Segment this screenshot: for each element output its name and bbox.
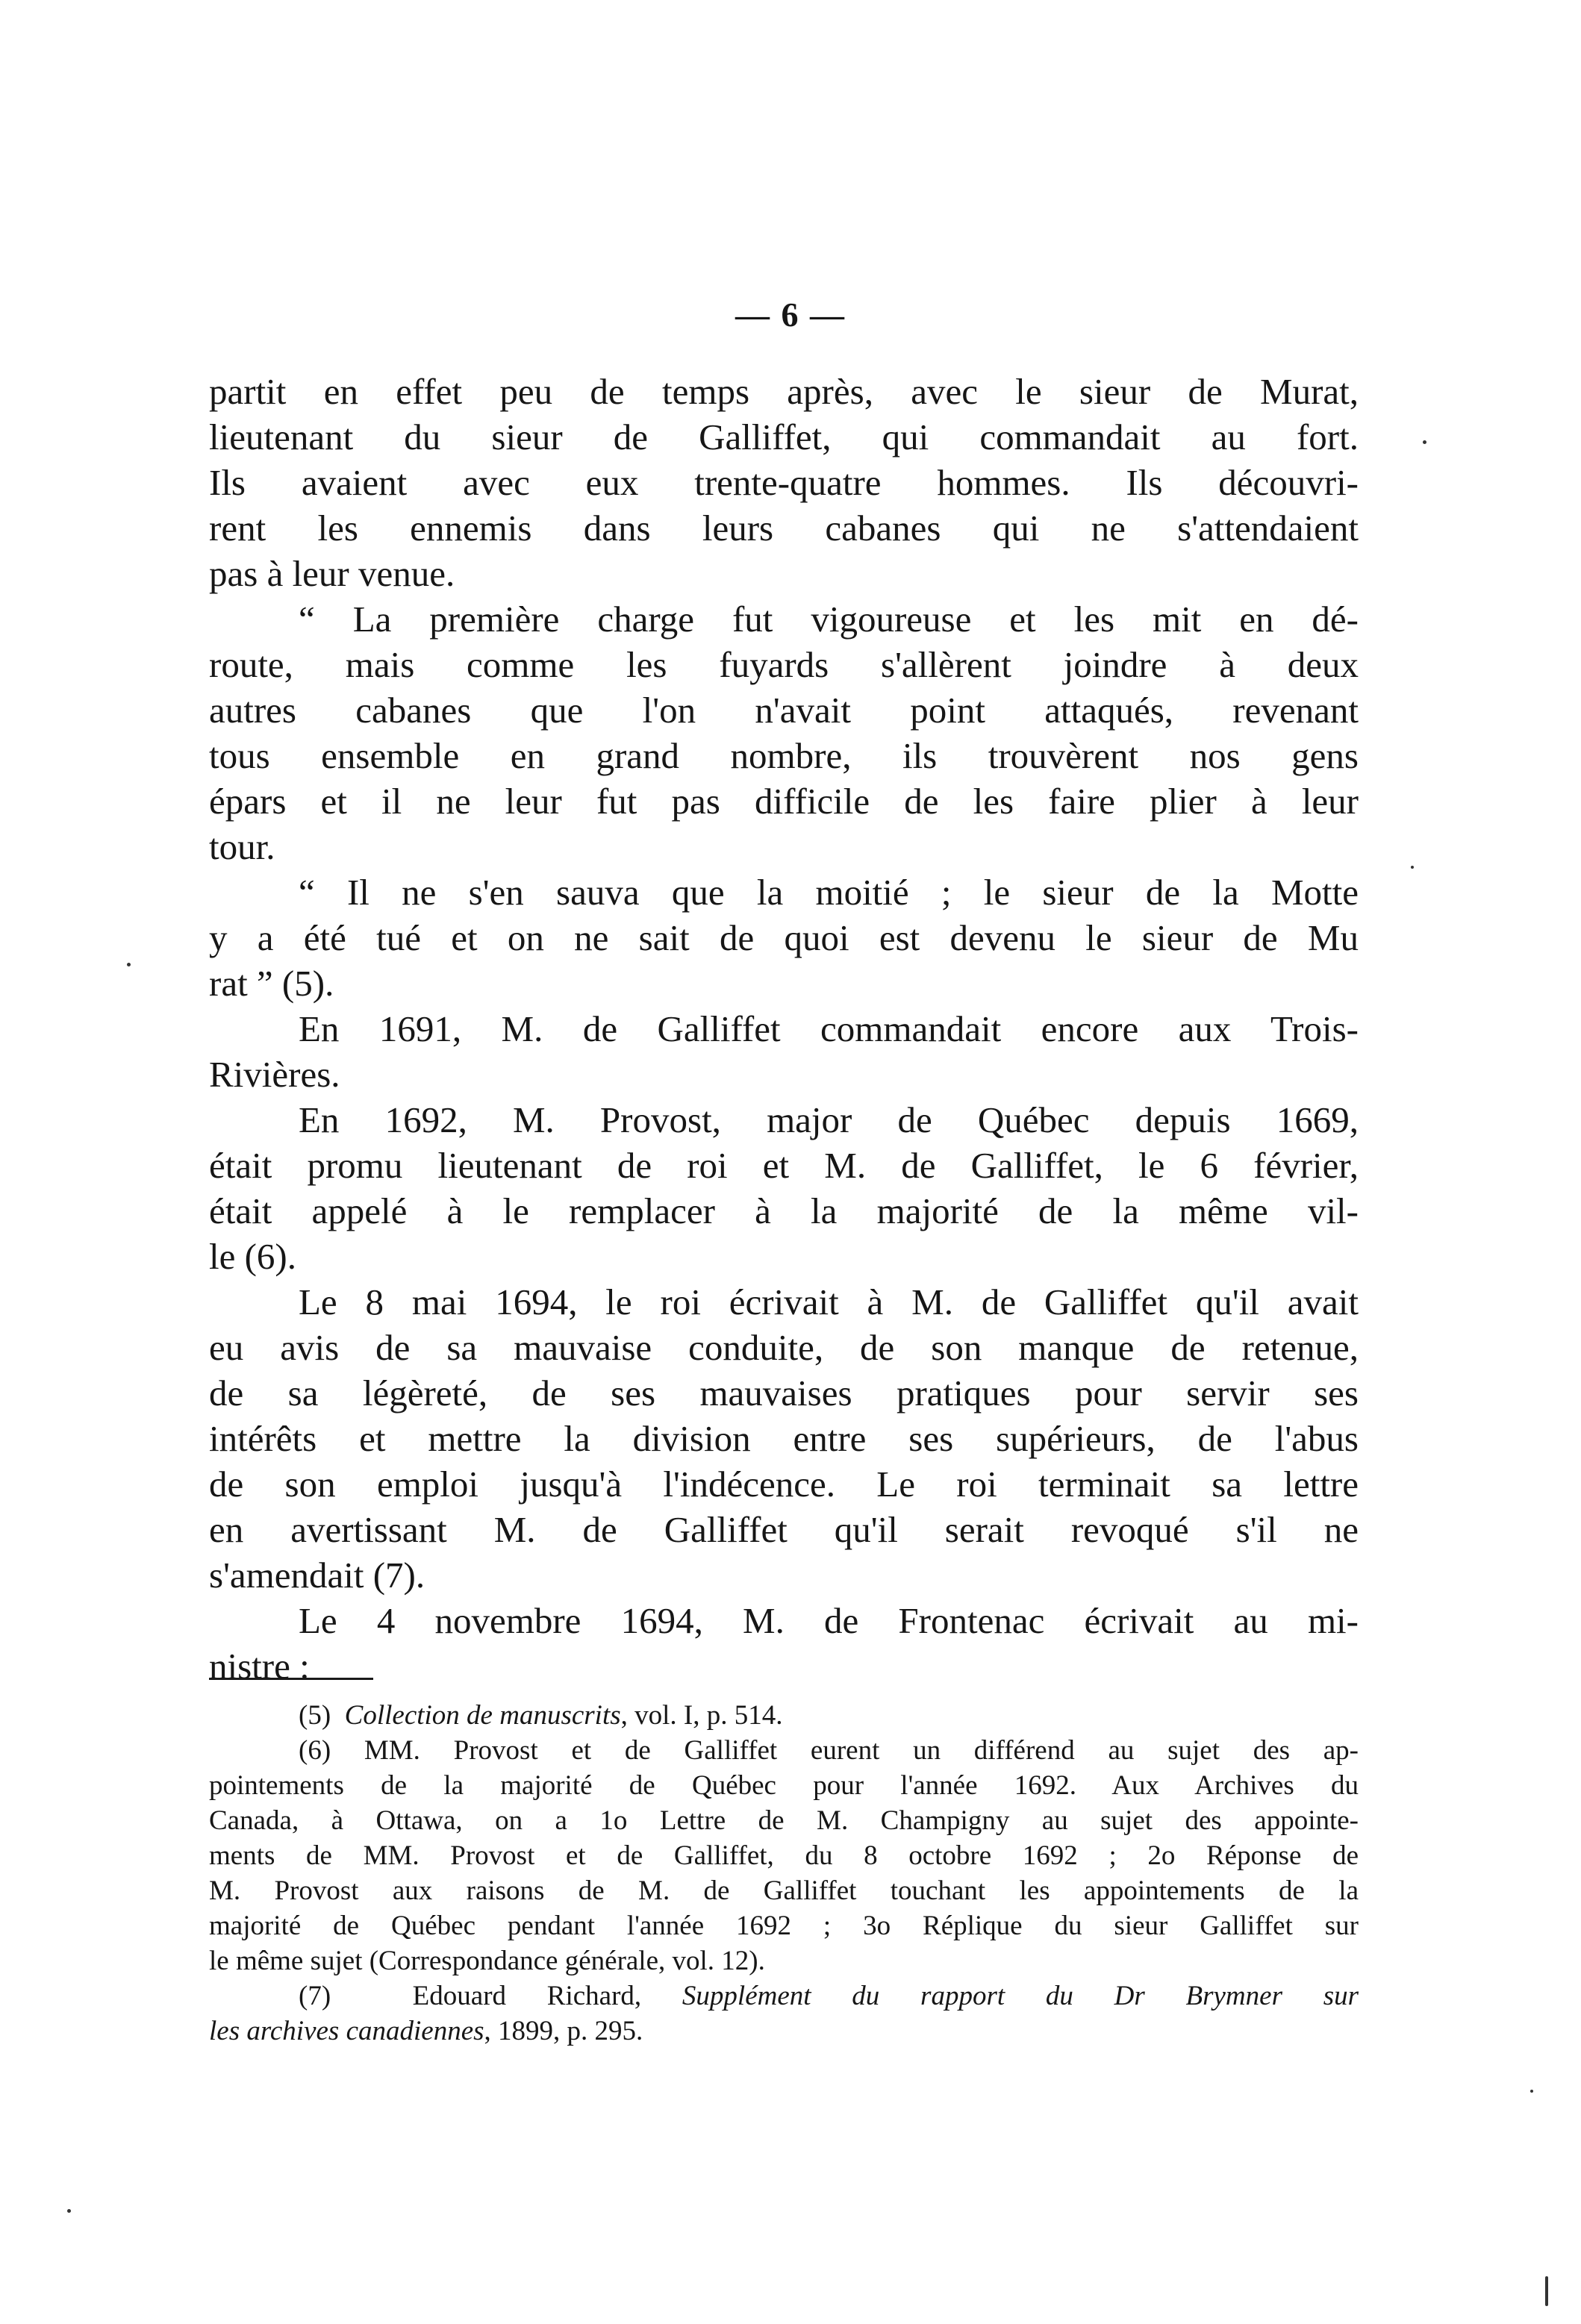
body-line: de sa légèreté, de ses mauvaises pratiques pour servir ses bbox=[209, 1372, 1359, 1414]
footnotes bbox=[209, 1698, 1359, 2049]
body-line: rat ” (5). bbox=[209, 963, 334, 1004]
body-text bbox=[209, 369, 1359, 1689]
body-line: “ La première charge fut vigoureuse et les mit en dé- bbox=[299, 599, 1359, 640]
body-line: y a été tué et on ne sait de quoi est devenu le sieur de Mu bbox=[209, 917, 1359, 958]
scan-speck bbox=[127, 963, 131, 966]
body-line: le (6). bbox=[209, 1236, 296, 1277]
body-line: Le 8 mai 1694, le roi écrivait à M. de Galliffet qu'il avait bbox=[299, 1281, 1359, 1322]
body-line: tous ensemble en grand nombre, ils trouvèrent nos gens bbox=[209, 735, 1359, 776]
footnote-7-author: Edouard Richard, bbox=[412, 1981, 642, 2011]
body-line: Ils avaient avec eux trente-quatre hommes. Ils découvri- bbox=[209, 462, 1359, 503]
footnote-5-title: Collection de manuscrits bbox=[344, 1700, 621, 1731]
scan-speck bbox=[67, 2209, 71, 2213]
footnote-5-rest: , vol. I, p. 514. bbox=[620, 1700, 783, 1731]
body-line: autres cabanes que l'on n'avait point attaqués, revenant bbox=[209, 690, 1359, 731]
footnote-7-rest: , 1899, p. 295. bbox=[484, 2016, 643, 2046]
body-line: “ Il ne s'en sauva que la moitié ; le sieur de la Motte bbox=[299, 872, 1359, 913]
scan-speck bbox=[1545, 2276, 1548, 2306]
body-line: de son emploi jusqu'à l'indécence. Le roi terminait sa lettre bbox=[209, 1464, 1359, 1505]
body-line: était promu lieutenant de roi et M. de Galliffet, le 6 février, bbox=[209, 1145, 1359, 1186]
footnote-6-line: pointements de la majorité de Québec pour l'année 1692. Aux Archives du bbox=[209, 1770, 1359, 1801]
body-line: épars et il ne leur fut pas difficile de les faire plier à leur bbox=[209, 781, 1359, 822]
body-line: Rivières. bbox=[209, 1054, 340, 1095]
footnote-6-line: (6) MM. Provost et de Galliffet eurent un différend au sujet des ap- bbox=[299, 1735, 1359, 1766]
footnote-7-line-2 bbox=[209, 2014, 1359, 2049]
footnote-5-label: (5) bbox=[299, 1700, 331, 1731]
footnote-7-title-2: les archives canadiennes bbox=[209, 2016, 484, 2046]
footnote-7-line-1 bbox=[209, 1978, 1359, 2014]
footnote-7-title-1: Supplément du rapport du Dr Brymner sur bbox=[682, 1981, 1359, 2011]
body-line: eu avis de sa mauvaise conduite, de son manque de retenue, bbox=[209, 1327, 1359, 1368]
body-line: s'amendait (7). bbox=[209, 1555, 425, 1596]
body-line: route, mais comme les fuyards s'allèrent joindre à deux bbox=[209, 644, 1359, 685]
body-line: tour. bbox=[209, 826, 275, 867]
footnote-6-line: M. Provost aux raisons de M. de Galliffet touchant les appointements de la bbox=[209, 1875, 1359, 1906]
footnote-6-line: Canada, à Ottawa, on a 1o Lettre de M. Champigny au sujet des appointe- bbox=[209, 1805, 1359, 1836]
body-line: en avertissant M. de Galliffet qu'il serait revoqué s'il ne bbox=[209, 1509, 1359, 1550]
body-line: était appelé à le remplacer à la majorité de la même vil- bbox=[209, 1190, 1359, 1231]
body-line: En 1692, M. Provost, major de Québec depuis 1669, bbox=[299, 1099, 1359, 1140]
footnote-6-line: majorité de Québec pendant l'année 1692 ; 3o Réplique du sieur Galliffet sur bbox=[209, 1911, 1359, 1941]
body-line: En 1691, M. de Galliffet commandait encore aux Trois- bbox=[299, 1008, 1359, 1049]
body-line: pas à leur venue. bbox=[209, 553, 455, 594]
body-line: partit en effet peu de temps après, avec le sieur de Murat, bbox=[209, 371, 1359, 412]
body-line: lieutenant du sieur de Galliffet, qui commandait au fort. bbox=[209, 416, 1359, 457]
footnote-7-label: (7) bbox=[299, 1981, 331, 2011]
scan-speck bbox=[1411, 866, 1414, 869]
footnote-rule bbox=[209, 1678, 373, 1680]
body-line: Le 4 novembre 1694, M. de Frontenac écrivait au mi- bbox=[299, 1600, 1359, 1641]
body-line: intérêts et mettre la division entre ses supérieurs, de l'abus bbox=[209, 1418, 1359, 1459]
scan-speck bbox=[1423, 440, 1426, 444]
footnote-5 bbox=[209, 1698, 1359, 1733]
body-line: rent les ennemis dans leurs cabanes qui ne s'attendaient bbox=[209, 507, 1359, 549]
footnote-6-line: le même sujet (Correspondance générale, vol. 12). bbox=[209, 1946, 765, 1976]
footnote-6-line: ments de MM. Provost et de Galliffet, du 8 octobre 1692 ; 2o Réponse de bbox=[209, 1840, 1359, 1871]
body-line: nistre : bbox=[209, 1646, 310, 1687]
scan-speck bbox=[1530, 2090, 1533, 2093]
page-number: — 6 — bbox=[735, 296, 846, 334]
footnote-6 bbox=[209, 1733, 1359, 1978]
